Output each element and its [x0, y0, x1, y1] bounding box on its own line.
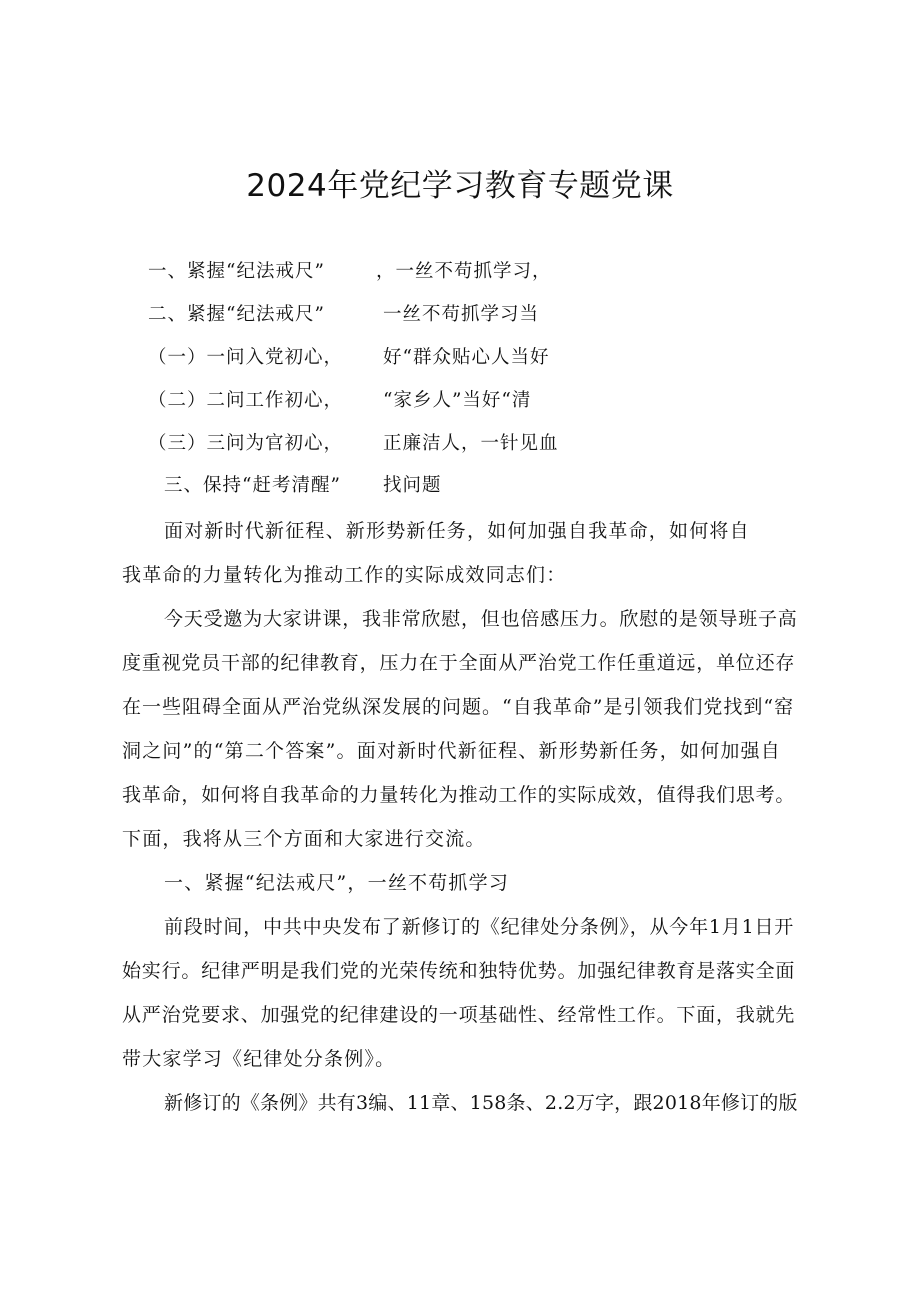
text-line: 在一些阻碍全面从严治党纵深发展的问题。“自我革命”是引领我们党找到“窑: [122, 696, 795, 718]
text-line: 面对新时代新征程、新形势新任务，如何加强自我革命，如何将自: [164, 520, 750, 542]
outline-right-3: 好“群众贴心人当好: [383, 347, 550, 368]
outline-left-2: 二、紧握“纪法戒尺”: [148, 304, 325, 325]
text-line: 度重视党员干部的纪律教育，压力在于全面从严治党工作任重道远，单位还存: [122, 652, 796, 674]
text-line: 我革命的力量转化为推动工作的实际成效同志们：: [122, 564, 567, 586]
outline-left-6: 三、保持“赶考清醒”: [164, 475, 341, 496]
text-line: 我革命，如何将自我革命的力量转化为推动工作的实际成效，值得我们思考。: [122, 784, 796, 806]
text-line: 带大家学习《纪律处分条例》。: [122, 1048, 396, 1070]
outline-left-5: （三）三问为官初心，: [148, 433, 344, 454]
text-line: 新修订的《条例》共有3编、11章、158条、2.2万字，跟2018年修订的版: [164, 1092, 798, 1114]
text-line: 洞之问”的“第二个答案”。面对新时代新征程、新形势新任务，如何加强自: [122, 740, 781, 762]
text-line: 今天受邀为大家讲课，我非常欣慰，但也倍感压力。欣慰的是领导班子高: [164, 608, 798, 630]
text-line: 前段时间，中共中央发布了新修订的《纪律处分条例》，从今年1月1日开: [164, 916, 795, 938]
outline-right-1: ，一丝不苟抓学习，: [376, 261, 552, 282]
page-title: 2024年党纪学习教育专题党课: [246, 168, 674, 204]
outline-right-4: “家乡人”当好“清: [383, 390, 532, 411]
outline-left-1: 一、紧握“纪法戒尺”: [148, 261, 325, 282]
outline-right-2: 一丝不苟抓学习当: [383, 304, 540, 325]
outline-left-3: （一）一问入党初心，: [148, 347, 344, 368]
text-line: 从严治党要求、加强党的纪律建设的一项基础性、经常性工作。下面，我就先: [122, 1004, 796, 1026]
section-heading: 一、紧握“纪法戒尺”，一丝不苟抓学习: [164, 872, 510, 894]
outline-right-5: 正廉洁人，一针见血: [383, 433, 559, 454]
outline-left-4: （二）二问工作初心，: [148, 390, 344, 411]
text-line: 始实行。纪律严明是我们党的光荣传统和独特优势。加强纪律教育是落实全面: [122, 960, 796, 982]
outline-right-6: 找问题: [383, 475, 442, 496]
text-line: 下面，我将从三个方面和大家进行交流。: [122, 828, 486, 850]
outline-block: [0, 0, 920, 520]
